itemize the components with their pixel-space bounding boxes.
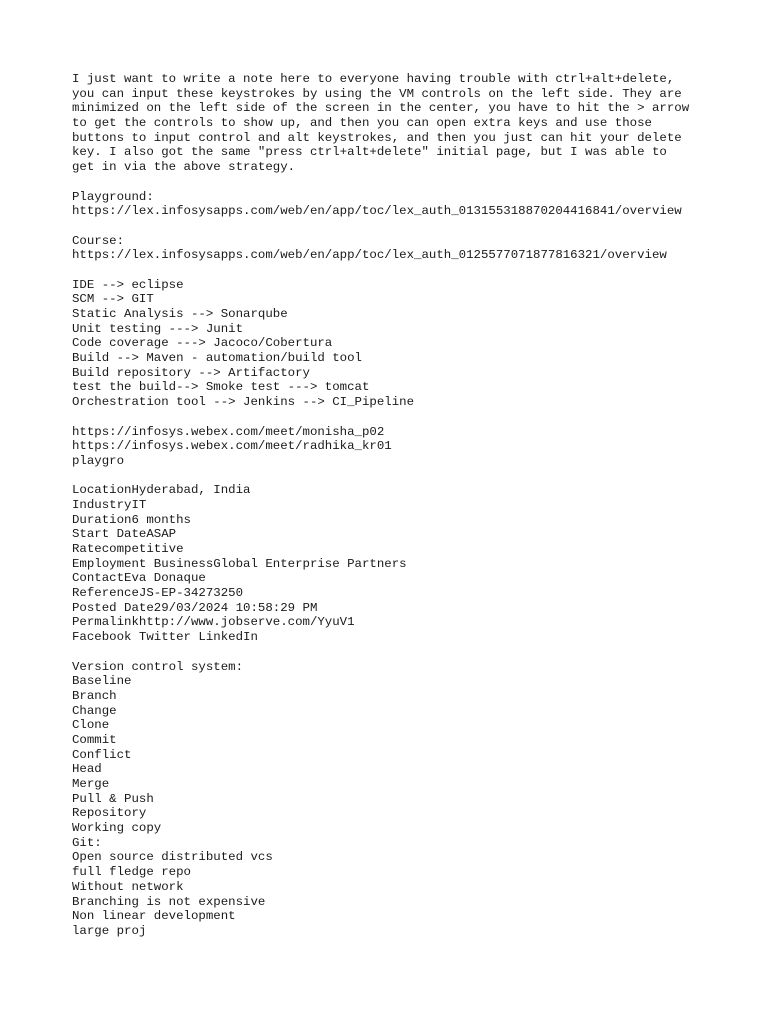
text-line: Ratecompetitive bbox=[72, 542, 184, 556]
text-line: Static Analysis --> Sonarqube bbox=[72, 307, 288, 321]
text-line: Permalinkhttp://www.jobserve.com/YyuV1 bbox=[72, 615, 355, 630]
paragraph-gap bbox=[72, 469, 702, 484]
text-line: IDE --> eclipse bbox=[72, 277, 184, 292]
text-line: https://infosys.webex.com/meet/monisha_p02 bbox=[72, 424, 385, 439]
text-line: Git: bbox=[72, 835, 102, 850]
paragraph-5 bbox=[72, 425, 702, 469]
text-line: playgro bbox=[72, 453, 125, 468]
paragraph-gap bbox=[72, 175, 702, 190]
text-line: Code coverage ---> Jacoco/Cobertura bbox=[72, 336, 333, 351]
paragraph-1 bbox=[72, 72, 702, 175]
text-line: ReferenceJS-EP-34273250 bbox=[72, 586, 244, 601]
text-line: buttons to input control and alt keystrokes, and then you just can hit your delete bbox=[72, 130, 682, 145]
paragraph-2 bbox=[72, 190, 702, 219]
text-line: Open source distributed vcs bbox=[72, 850, 273, 865]
text-line: key. I also got the same "press ctrl+alt+delete" initial page, but I was able to bbox=[72, 145, 667, 160]
text-line: you can input these keystrokes by using the VM controls on the left side. They are bbox=[72, 86, 682, 101]
paragraph-4 bbox=[72, 278, 702, 410]
text-line: Baseline bbox=[72, 674, 132, 689]
text-line: SCM --> GIT bbox=[72, 292, 154, 307]
text-line: ContactEva Donaque bbox=[72, 571, 206, 586]
text-line: IndustryIT bbox=[72, 497, 147, 512]
text-line: Start DateASAP bbox=[72, 527, 177, 542]
text-line: large proj bbox=[72, 923, 147, 938]
paragraph-gap bbox=[72, 219, 702, 234]
text-line: Change bbox=[72, 703, 117, 718]
text-line: Version control system: bbox=[72, 659, 244, 674]
text-line: Course: bbox=[72, 233, 125, 248]
text-line: LocationHyderabad, India bbox=[72, 483, 251, 498]
text-line: Branch bbox=[72, 688, 117, 703]
text-line: Facebook Twitter LinkedIn bbox=[72, 630, 258, 645]
paragraph-6 bbox=[72, 483, 702, 645]
text-line: Pull & Push bbox=[72, 791, 154, 806]
text-line: Orchestration tool --> Jenkins --> CI_Pipeline bbox=[72, 395, 415, 410]
text-line: Employment BusinessGlobal Enterprise Partners bbox=[72, 556, 407, 571]
text-line: I just want to write a note here to everyone having trouble with ctrl+alt+delete, bbox=[72, 72, 675, 86]
document-body bbox=[72, 72, 702, 939]
text-line: Non linear development bbox=[72, 909, 236, 924]
text-line: get in via the above strategy. bbox=[72, 160, 296, 175]
paragraph-7 bbox=[72, 660, 702, 939]
text-line: Commit bbox=[72, 732, 117, 747]
paragraph-3 bbox=[72, 234, 702, 263]
text-line: full fledge repo bbox=[72, 865, 191, 880]
text-line: minimized on the left side of the screen in the center, you have to hit the > arrow bbox=[72, 101, 690, 116]
text-line: Duration6 months bbox=[72, 512, 191, 527]
text-line: https://infosys.webex.com/meet/radhika_kr01 bbox=[72, 439, 392, 454]
text-line: Playground: bbox=[72, 189, 154, 204]
text-line: Head bbox=[72, 762, 102, 777]
text-line: Without network bbox=[72, 879, 184, 894]
text-line: test the build--> Smoke test ---> tomcat bbox=[72, 380, 370, 395]
paragraph-gap bbox=[72, 263, 702, 278]
text-line: Posted Date29/03/2024 10:58:29 PM bbox=[72, 600, 318, 615]
text-line: Unit testing ---> Junit bbox=[72, 321, 244, 336]
text-line: https://lex.infosysapps.com/web/en/app/toc/lex_auth_0125577071877816321/overview bbox=[72, 248, 667, 263]
text-line: Build repository --> Artifactory bbox=[72, 365, 310, 380]
paragraph-gap bbox=[72, 645, 702, 660]
text-line: Build --> Maven - automation/build tool bbox=[72, 351, 362, 366]
text-line: Working copy bbox=[72, 821, 162, 836]
text-line: Conflict bbox=[72, 747, 132, 762]
paragraph-gap bbox=[72, 410, 702, 425]
text-line: Branching is not expensive bbox=[72, 894, 266, 909]
text-line: Clone bbox=[72, 718, 110, 733]
text-line: to get the controls to show up, and then you can open extra keys and use those bbox=[72, 116, 652, 131]
text-line: Merge bbox=[72, 777, 110, 791]
text-line: Repository bbox=[72, 806, 147, 821]
text-line: https://lex.infosysapps.com/web/en/app/toc/lex_auth_013155318870204416841/overview bbox=[72, 204, 682, 219]
